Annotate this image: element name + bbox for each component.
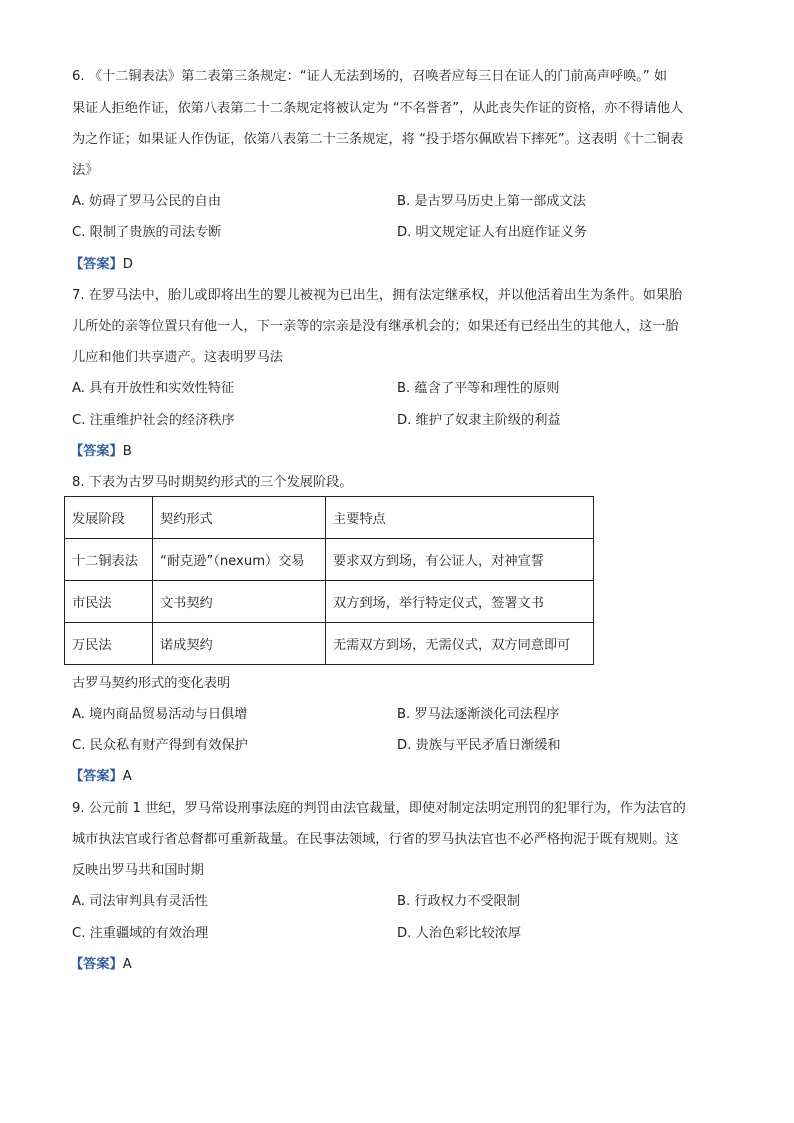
q9-line-1: 9. 公元前 1 世纪，罗马常设刑事法庭的判罚由法官裁量，即使对制定法明定刑罚的犯罪行为，作为法官的 [72, 801, 686, 816]
q7-line-2: 儿所处的亲等位置只有他一人，下一亲等的宗亲是没有继承机会的；如果还有已经出生的其他人，这一胎 [72, 319, 679, 334]
table-header-cell: 契约形式 [153, 497, 326, 539]
q7-option-c: C. 注重维护社会的经济秩序 [72, 413, 235, 428]
q8-intro: 8. 下表为古罗马时期契约形式的三个发展阶段。 [72, 475, 353, 490]
q8-answer [70, 768, 132, 786]
q9-answer-value: A [122, 957, 132, 972]
q6-option-b: B. 是古罗马历史上第一部成文法 [397, 194, 586, 209]
q9-option-c: C. 注重疆域的有效治理 [72, 926, 209, 941]
q7-line-1: 7. 在罗马法中，胎儿或即将出生的婴儿被视为已出生，拥有法定继承权，并以他活着出生为条件。如果胎 [72, 288, 683, 303]
q6-answer-value: D [122, 257, 133, 272]
table-header-cell: 主要特点 [326, 497, 594, 539]
table-row [65, 539, 594, 581]
q9-option-b: B. 行政权力不受限制 [397, 894, 520, 909]
q9-answer [70, 956, 132, 974]
q9-option-a: A. 司法审判具有灵活性 [72, 894, 208, 909]
q7-answer-tag: 【答案】 [70, 444, 123, 459]
table-header-row [65, 497, 594, 539]
table-cell: 市民法 [65, 581, 153, 623]
table-row [65, 581, 594, 623]
q7-option-a: A. 具有开放性和实效性特征 [72, 381, 235, 396]
q6-option-a: A. 妨碍了罗马公民的自由 [72, 194, 222, 209]
q6-option-c: C. 限制了贵族的司法专断 [72, 225, 222, 240]
table-cell: 十二铜表法 [65, 539, 153, 581]
q7-answer-value: B [122, 444, 132, 459]
q8-option-a: A. 境内商品贸易活动与日俱增 [72, 707, 248, 722]
q6-line-3: 为之作证；如果证人作伪证，依第八表第二十三条规定，将 “投于塔尔佩欧岩下摔死”。这表明《十二铜表 [72, 132, 684, 147]
table-cell: 文书契约 [153, 581, 326, 623]
q8-option-d: D. 贵族与平民矛盾日渐缓和 [397, 738, 561, 753]
q8-stem: 古罗马契约形式的变化表明 [72, 676, 231, 691]
table-cell: 双方到场，举行特定仪式，签署文书 [326, 581, 594, 623]
q8-option-b: B. 罗马法逐渐淡化司法程序 [397, 707, 560, 722]
q9-line-3: 反映出罗马共和国时期 [72, 863, 204, 878]
q6-line-4: 法》 [72, 163, 99, 178]
table-cell: 万民法 [65, 623, 153, 665]
q6-line-1: 6. 《十二铜表法》第二表第三条规定：“证人无法到场的，召唤者应每三日在证人的门前高声呼唤。” 如 [72, 69, 668, 84]
q8-answer-tag: 【答案】 [70, 769, 123, 784]
q6-option-d: D. 明文规定证人有出庭作证义务 [397, 225, 587, 240]
q7-line-3: 儿应和他们共享遗产。这表明罗马法 [72, 350, 283, 365]
q7-option-d: D. 维护了奴隶主阶级的利益 [397, 413, 561, 428]
q7-answer [70, 443, 132, 461]
table-cell: 无需双方到场，无需仪式，双方同意即可 [326, 623, 594, 665]
q9-option-d: D. 人治色彩比较浓厚 [397, 926, 522, 941]
q6-answer-tag: 【答案】 [70, 257, 123, 272]
table-cell: 要求双方到场，有公证人，对神宣誓 [326, 539, 594, 581]
contract-stages-table [64, 496, 594, 665]
table-cell: “耐克逊”（nexum）交易 [153, 539, 326, 581]
q8-answer-value: A [122, 769, 132, 784]
q9-line-2: 城市执法官或行省总督都可重新裁量。在民事法领域，行省的罗马执法官也不必严格拘泥于既有规则。这 [72, 832, 679, 847]
table-cell: 诺成契约 [153, 623, 326, 665]
q9-answer-tag: 【答案】 [70, 957, 123, 972]
q7-option-b: B. 蕴含了平等和理性的原则 [397, 381, 560, 396]
q6-answer [70, 256, 133, 274]
table-header-cell: 发展阶段 [65, 497, 153, 539]
table-row [65, 623, 594, 665]
q8-option-c: C. 民众私有财产得到有效保护 [72, 738, 248, 753]
q6-line-2: 果证人拒绝作证，依第八表第二十二条规定将被认定为 “不名誉者”，从此丧失作证的资格，亦不得请他人 [72, 101, 684, 116]
